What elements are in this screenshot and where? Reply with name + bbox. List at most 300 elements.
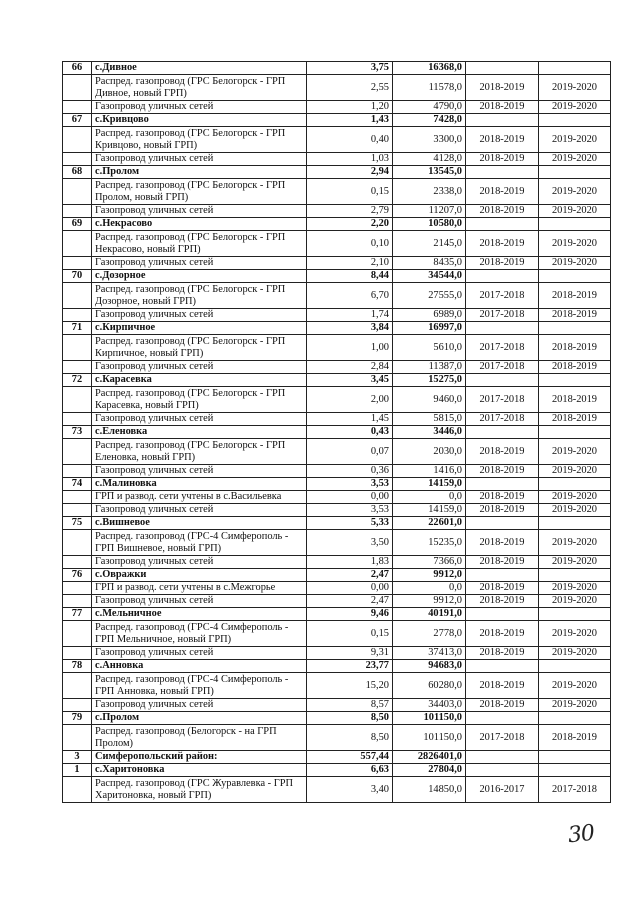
object-name-cell: Распред. газопровод (ГРС-4 Симферополь - ГРП Анновка, новый ГРП) (92, 673, 307, 699)
construction-period-cell: 2019-2020 (539, 153, 611, 166)
cost-cell: 40191,0 (393, 608, 466, 621)
table-row (63, 582, 611, 595)
row-number-cell (63, 556, 92, 569)
row-number-cell (63, 673, 92, 699)
length-km-cell: 0,00 (307, 491, 393, 504)
construction-period-cell (539, 569, 611, 582)
row-number-cell (63, 361, 92, 374)
cost-cell: 10580,0 (393, 218, 466, 231)
cost-cell: 34403,0 (393, 699, 466, 712)
design-period-cell: 2018-2019 (466, 231, 539, 257)
design-period-cell: 2018-2019 (466, 556, 539, 569)
object-name-cell: Распред. газопровод (Белогорск - на ГРП Пролом) (92, 725, 307, 751)
design-period-cell (466, 166, 539, 179)
construction-period-cell (539, 426, 611, 439)
design-period-cell: 2018-2019 (466, 699, 539, 712)
locality-row (63, 270, 611, 283)
construction-period-cell: 2019-2020 (539, 205, 611, 218)
design-period-cell: 2018-2019 (466, 179, 539, 205)
table-row (63, 465, 611, 478)
row-number-cell (63, 153, 92, 166)
row-number-cell (63, 101, 92, 114)
row-number-cell (63, 725, 92, 751)
construction-period-cell (539, 517, 611, 530)
construction-period-cell: 2019-2020 (539, 465, 611, 478)
construction-period-cell (539, 712, 611, 725)
construction-period-cell: 2018-2019 (539, 335, 611, 361)
row-number-cell (63, 75, 92, 101)
length-km-cell: 2,84 (307, 361, 393, 374)
cost-cell: 0,0 (393, 491, 466, 504)
table-row (63, 504, 611, 517)
design-period-cell: 2017-2018 (466, 725, 539, 751)
object-name-cell: с.Кривцово (92, 114, 307, 127)
length-km-cell: 0,00 (307, 582, 393, 595)
cost-cell: 1416,0 (393, 465, 466, 478)
design-period-cell (466, 751, 539, 764)
object-name-cell: Газопровод уличных сетей (92, 205, 307, 218)
design-period-cell: 2016-2017 (466, 777, 539, 803)
object-name-cell: Распред. газопровод (ГРС Белогорск - ГРП Кривцово, новый ГРП) (92, 127, 307, 153)
table-row (63, 673, 611, 699)
length-km-cell: 2,94 (307, 166, 393, 179)
length-km-cell: 0,43 (307, 426, 393, 439)
object-name-cell: с.Дивное (92, 62, 307, 75)
design-period-cell: 2017-2018 (466, 335, 539, 361)
construction-period-cell: 2019-2020 (539, 179, 611, 205)
row-number-cell: 75 (63, 517, 92, 530)
object-name-cell: Распред. газопровод (ГРС-4 Симферополь - ГРП Мельничное, новый ГРП) (92, 621, 307, 647)
design-period-cell: 2018-2019 (466, 205, 539, 218)
object-name-cell: Распред. газопровод (ГРС Белогорск - ГРП Еленовка, новый ГРП) (92, 439, 307, 465)
construction-period-cell: 2019-2020 (539, 673, 611, 699)
row-number-cell (63, 491, 92, 504)
row-number-cell (63, 699, 92, 712)
construction-period-cell: 2019-2020 (539, 75, 611, 101)
cost-cell: 8435,0 (393, 257, 466, 270)
object-name-cell: Газопровод уличных сетей (92, 309, 307, 322)
row-number-cell (63, 621, 92, 647)
table-row (63, 257, 611, 270)
design-period-cell (466, 62, 539, 75)
length-km-cell: 3,45 (307, 374, 393, 387)
row-number-cell (63, 530, 92, 556)
row-number-cell (63, 257, 92, 270)
object-name-cell: с.Пролом (92, 166, 307, 179)
design-period-cell (466, 569, 539, 582)
cost-cell: 2826401,0 (393, 751, 466, 764)
construction-period-cell (539, 478, 611, 491)
design-period-cell (466, 270, 539, 283)
construction-period-cell (539, 62, 611, 75)
construction-period-cell: 2019-2020 (539, 582, 611, 595)
table-row (63, 491, 611, 504)
row-number-cell: 69 (63, 218, 92, 231)
length-km-cell: 0,15 (307, 621, 393, 647)
object-name-cell: Распред. газопровод (ГРС-4 Симферополь - ГРП Вишневое, новый ГРП) (92, 530, 307, 556)
row-number-cell: 68 (63, 166, 92, 179)
length-km-cell: 8,50 (307, 725, 393, 751)
object-name-cell: с.Карасевка (92, 374, 307, 387)
design-period-cell: 2017-2018 (466, 309, 539, 322)
object-name-cell: Газопровод уличных сетей (92, 153, 307, 166)
design-period-cell (466, 660, 539, 673)
length-km-cell: 3,84 (307, 322, 393, 335)
cost-cell: 14159,0 (393, 504, 466, 517)
design-period-cell: 2018-2019 (466, 595, 539, 608)
locality-row (63, 764, 611, 777)
cost-cell: 14159,0 (393, 478, 466, 491)
table-row (63, 595, 611, 608)
cost-cell: 7428,0 (393, 114, 466, 127)
row-number-cell (63, 504, 92, 517)
table-row (63, 127, 611, 153)
cost-cell: 7366,0 (393, 556, 466, 569)
length-km-cell: 2,10 (307, 257, 393, 270)
object-name-cell: Газопровод уличных сетей (92, 595, 307, 608)
length-km-cell: 1,03 (307, 153, 393, 166)
row-number-cell (63, 179, 92, 205)
construction-period-cell (539, 374, 611, 387)
construction-period-cell: 2019-2020 (539, 504, 611, 517)
object-name-cell: Газопровод уличных сетей (92, 699, 307, 712)
cost-cell: 94683,0 (393, 660, 466, 673)
length-km-cell: 15,20 (307, 673, 393, 699)
length-km-cell: 1,00 (307, 335, 393, 361)
object-name-cell: Распред. газопровод (ГРС Белогорск - ГРП Пролом, новый ГРП) (92, 179, 307, 205)
row-number-cell: 74 (63, 478, 92, 491)
design-period-cell: 2018-2019 (466, 153, 539, 166)
locality-row (63, 569, 611, 582)
object-name-cell: с.Кирпичное (92, 322, 307, 335)
table-row (63, 647, 611, 660)
row-number-cell (63, 647, 92, 660)
object-name-cell: ГРП и развод. сети учтены в с.Межгорье (92, 582, 307, 595)
construction-period-cell: 2019-2020 (539, 127, 611, 153)
construction-period-cell: 2019-2020 (539, 491, 611, 504)
row-number-cell: 70 (63, 270, 92, 283)
design-period-cell: 2018-2019 (466, 127, 539, 153)
object-name-cell: с.Пролом (92, 712, 307, 725)
row-number-cell: 67 (63, 114, 92, 127)
design-period-cell: 2018-2019 (466, 257, 539, 270)
table-row (63, 777, 611, 803)
row-number-cell (63, 387, 92, 413)
table-row (63, 205, 611, 218)
table-row (63, 621, 611, 647)
object-name-cell: с.Дозорное (92, 270, 307, 283)
construction-period-cell (539, 166, 611, 179)
table-row (63, 179, 611, 205)
row-number-cell (63, 127, 92, 153)
locality-row (63, 751, 611, 764)
row-number-cell: 73 (63, 426, 92, 439)
length-km-cell: 1,20 (307, 101, 393, 114)
row-number-cell (63, 413, 92, 426)
construction-period-cell: 2019-2020 (539, 621, 611, 647)
length-km-cell: 8,57 (307, 699, 393, 712)
construction-period-cell (539, 114, 611, 127)
locality-row (63, 478, 611, 491)
length-km-cell: 8,50 (307, 712, 393, 725)
handwritten-page-number: 30 (566, 820, 596, 849)
cost-cell: 4790,0 (393, 101, 466, 114)
length-km-cell: 0,07 (307, 439, 393, 465)
length-km-cell: 2,79 (307, 205, 393, 218)
table-row (63, 309, 611, 322)
construction-period-cell: 2019-2020 (539, 439, 611, 465)
row-number-cell (63, 231, 92, 257)
table-row (63, 361, 611, 374)
construction-period-cell: 2019-2020 (539, 556, 611, 569)
cost-cell: 15235,0 (393, 530, 466, 556)
construction-period-cell: 2018-2019 (539, 725, 611, 751)
table-row (63, 413, 611, 426)
construction-period-cell (539, 751, 611, 764)
locality-row (63, 218, 611, 231)
locality-row (63, 62, 611, 75)
object-name-cell: Распред. газопровод (ГРС Белогорск - ГРП Дивное, новый ГРП) (92, 75, 307, 101)
object-name-cell: Распред. газопровод (ГРС Белогорск - ГРП Кирпичное, новый ГРП) (92, 335, 307, 361)
cost-cell: 6989,0 (393, 309, 466, 322)
cost-cell: 9912,0 (393, 569, 466, 582)
length-km-cell: 3,53 (307, 504, 393, 517)
object-name-cell: с.Овражки (92, 569, 307, 582)
length-km-cell: 2,20 (307, 218, 393, 231)
locality-row (63, 660, 611, 673)
object-name-cell: Газопровод уличных сетей (92, 257, 307, 270)
construction-period-cell: 2017-2018 (539, 777, 611, 803)
cost-cell: 3300,0 (393, 127, 466, 153)
cost-cell: 9912,0 (393, 595, 466, 608)
length-km-cell: 3,75 (307, 62, 393, 75)
design-period-cell (466, 608, 539, 621)
design-period-cell (466, 478, 539, 491)
cost-cell: 2338,0 (393, 179, 466, 205)
length-km-cell: 1,74 (307, 309, 393, 322)
length-km-cell: 0,36 (307, 465, 393, 478)
cost-cell: 37413,0 (393, 647, 466, 660)
cost-cell: 34544,0 (393, 270, 466, 283)
table-row (63, 725, 611, 751)
row-number-cell (63, 283, 92, 309)
object-name-cell: Распред. газопровод (ГРС Белогорск - ГРП Некрасово, новый ГРП) (92, 231, 307, 257)
cost-cell: 2030,0 (393, 439, 466, 465)
locality-row (63, 166, 611, 179)
table-row (63, 530, 611, 556)
object-name-cell: Газопровод уличных сетей (92, 556, 307, 569)
cost-cell: 5610,0 (393, 335, 466, 361)
construction-period-cell: 2018-2019 (539, 413, 611, 426)
locality-row (63, 608, 611, 621)
cost-cell: 11207,0 (393, 205, 466, 218)
table-row (63, 556, 611, 569)
construction-period-cell: 2018-2019 (539, 309, 611, 322)
construction-period-cell (539, 608, 611, 621)
length-km-cell: 0,40 (307, 127, 393, 153)
row-number-cell: 79 (63, 712, 92, 725)
length-km-cell: 23,77 (307, 660, 393, 673)
gas-pipeline-table (62, 61, 611, 803)
length-km-cell: 9,46 (307, 608, 393, 621)
cost-cell: 27555,0 (393, 283, 466, 309)
construction-period-cell (539, 764, 611, 777)
length-km-cell: 2,47 (307, 595, 393, 608)
design-period-cell: 2018-2019 (466, 504, 539, 517)
cost-cell: 11387,0 (393, 361, 466, 374)
locality-row (63, 712, 611, 725)
row-number-cell (63, 582, 92, 595)
construction-period-cell (539, 660, 611, 673)
row-number-cell (63, 595, 92, 608)
length-km-cell: 1,43 (307, 114, 393, 127)
locality-row (63, 426, 611, 439)
design-period-cell (466, 764, 539, 777)
object-name-cell: с.Еленовка (92, 426, 307, 439)
cost-cell: 16997,0 (393, 322, 466, 335)
object-name-cell: с.Вишневое (92, 517, 307, 530)
table-row (63, 335, 611, 361)
construction-period-cell: 2018-2019 (539, 283, 611, 309)
row-number-cell (63, 439, 92, 465)
cost-cell: 0,0 (393, 582, 466, 595)
table-body (63, 62, 611, 803)
length-km-cell: 5,33 (307, 517, 393, 530)
cost-cell: 13545,0 (393, 166, 466, 179)
length-km-cell: 1,83 (307, 556, 393, 569)
cost-cell: 14850,0 (393, 777, 466, 803)
table-row (63, 75, 611, 101)
document-table-area (62, 61, 610, 803)
object-name-cell: Распред. газопровод (ГРС Журавлевка - ГРП Харитоновка, новый ГРП) (92, 777, 307, 803)
row-number-cell: 77 (63, 608, 92, 621)
construction-period-cell: 2019-2020 (539, 530, 611, 556)
design-period-cell (466, 218, 539, 231)
design-period-cell: 2018-2019 (466, 582, 539, 595)
length-km-cell: 1,45 (307, 413, 393, 426)
length-km-cell: 2,55 (307, 75, 393, 101)
cost-cell: 60280,0 (393, 673, 466, 699)
row-number-cell: 78 (63, 660, 92, 673)
table-row (63, 153, 611, 166)
cost-cell: 15275,0 (393, 374, 466, 387)
locality-row (63, 374, 611, 387)
locality-row (63, 517, 611, 530)
design-period-cell: 2018-2019 (466, 647, 539, 660)
construction-period-cell (539, 270, 611, 283)
table-row (63, 387, 611, 413)
construction-period-cell (539, 218, 611, 231)
table-row (63, 283, 611, 309)
table-row (63, 231, 611, 257)
object-name-cell: Газопровод уличных сетей (92, 101, 307, 114)
length-km-cell: 6,63 (307, 764, 393, 777)
row-number-cell (63, 465, 92, 478)
design-period-cell (466, 426, 539, 439)
design-period-cell (466, 114, 539, 127)
construction-period-cell: 2019-2020 (539, 595, 611, 608)
design-period-cell: 2018-2019 (466, 491, 539, 504)
design-period-cell: 2018-2019 (466, 75, 539, 101)
design-period-cell: 2017-2018 (466, 413, 539, 426)
length-km-cell: 3,40 (307, 777, 393, 803)
row-number-cell (63, 205, 92, 218)
object-name-cell: Симферопольский район: (92, 751, 307, 764)
construction-period-cell: 2019-2020 (539, 231, 611, 257)
construction-period-cell: 2019-2020 (539, 647, 611, 660)
object-name-cell: с.Харитоновка (92, 764, 307, 777)
construction-period-cell: 2018-2019 (539, 387, 611, 413)
row-number-cell: 71 (63, 322, 92, 335)
object-name-cell: Распред. газопровод (ГРС Белогорск - ГРП Дозорное, новый ГРП) (92, 283, 307, 309)
object-name-cell: с.Мельничное (92, 608, 307, 621)
design-period-cell (466, 712, 539, 725)
object-name-cell: Газопровод уличных сетей (92, 647, 307, 660)
cost-cell: 22601,0 (393, 517, 466, 530)
object-name-cell: Газопровод уличных сетей (92, 413, 307, 426)
row-number-cell: 3 (63, 751, 92, 764)
object-name-cell: ГРП и развод. сети учтены в с.Васильевка (92, 491, 307, 504)
design-period-cell: 2018-2019 (466, 439, 539, 465)
object-name-cell: с.Анновка (92, 660, 307, 673)
table-row (63, 439, 611, 465)
table-row (63, 699, 611, 712)
object-name-cell: Распред. газопровод (ГРС Белогорск - ГРП Карасевка, новый ГРП) (92, 387, 307, 413)
cost-cell: 3446,0 (393, 426, 466, 439)
table-row (63, 101, 611, 114)
design-period-cell: 2018-2019 (466, 530, 539, 556)
length-km-cell: 0,15 (307, 179, 393, 205)
row-number-cell: 72 (63, 374, 92, 387)
cost-cell: 27804,0 (393, 764, 466, 777)
design-period-cell (466, 374, 539, 387)
design-period-cell (466, 517, 539, 530)
cost-cell: 4128,0 (393, 153, 466, 166)
construction-period-cell: 2019-2020 (539, 257, 611, 270)
length-km-cell: 6,70 (307, 283, 393, 309)
length-km-cell: 2,00 (307, 387, 393, 413)
cost-cell: 101150,0 (393, 725, 466, 751)
design-period-cell: 2018-2019 (466, 673, 539, 699)
cost-cell: 2145,0 (393, 231, 466, 257)
design-period-cell: 2018-2019 (466, 621, 539, 647)
design-period-cell (466, 322, 539, 335)
length-km-cell: 9,31 (307, 647, 393, 660)
object-name-cell: с.Некрасово (92, 218, 307, 231)
object-name-cell: Газопровод уличных сетей (92, 465, 307, 478)
construction-period-cell: 2019-2020 (539, 101, 611, 114)
cost-cell: 9460,0 (393, 387, 466, 413)
length-km-cell: 2,47 (307, 569, 393, 582)
design-period-cell: 2017-2018 (466, 387, 539, 413)
row-number-cell: 66 (63, 62, 92, 75)
length-km-cell: 8,44 (307, 270, 393, 283)
object-name-cell: Газопровод уличных сетей (92, 504, 307, 517)
length-km-cell: 3,50 (307, 530, 393, 556)
row-number-cell (63, 777, 92, 803)
construction-period-cell (539, 322, 611, 335)
cost-cell: 5815,0 (393, 413, 466, 426)
design-period-cell: 2017-2018 (466, 361, 539, 374)
cost-cell: 101150,0 (393, 712, 466, 725)
length-km-cell: 0,10 (307, 231, 393, 257)
construction-period-cell: 2018-2019 (539, 361, 611, 374)
design-period-cell: 2018-2019 (466, 465, 539, 478)
construction-period-cell: 2019-2020 (539, 699, 611, 712)
cost-cell: 11578,0 (393, 75, 466, 101)
object-name-cell: с.Малиновка (92, 478, 307, 491)
row-number-cell (63, 309, 92, 322)
